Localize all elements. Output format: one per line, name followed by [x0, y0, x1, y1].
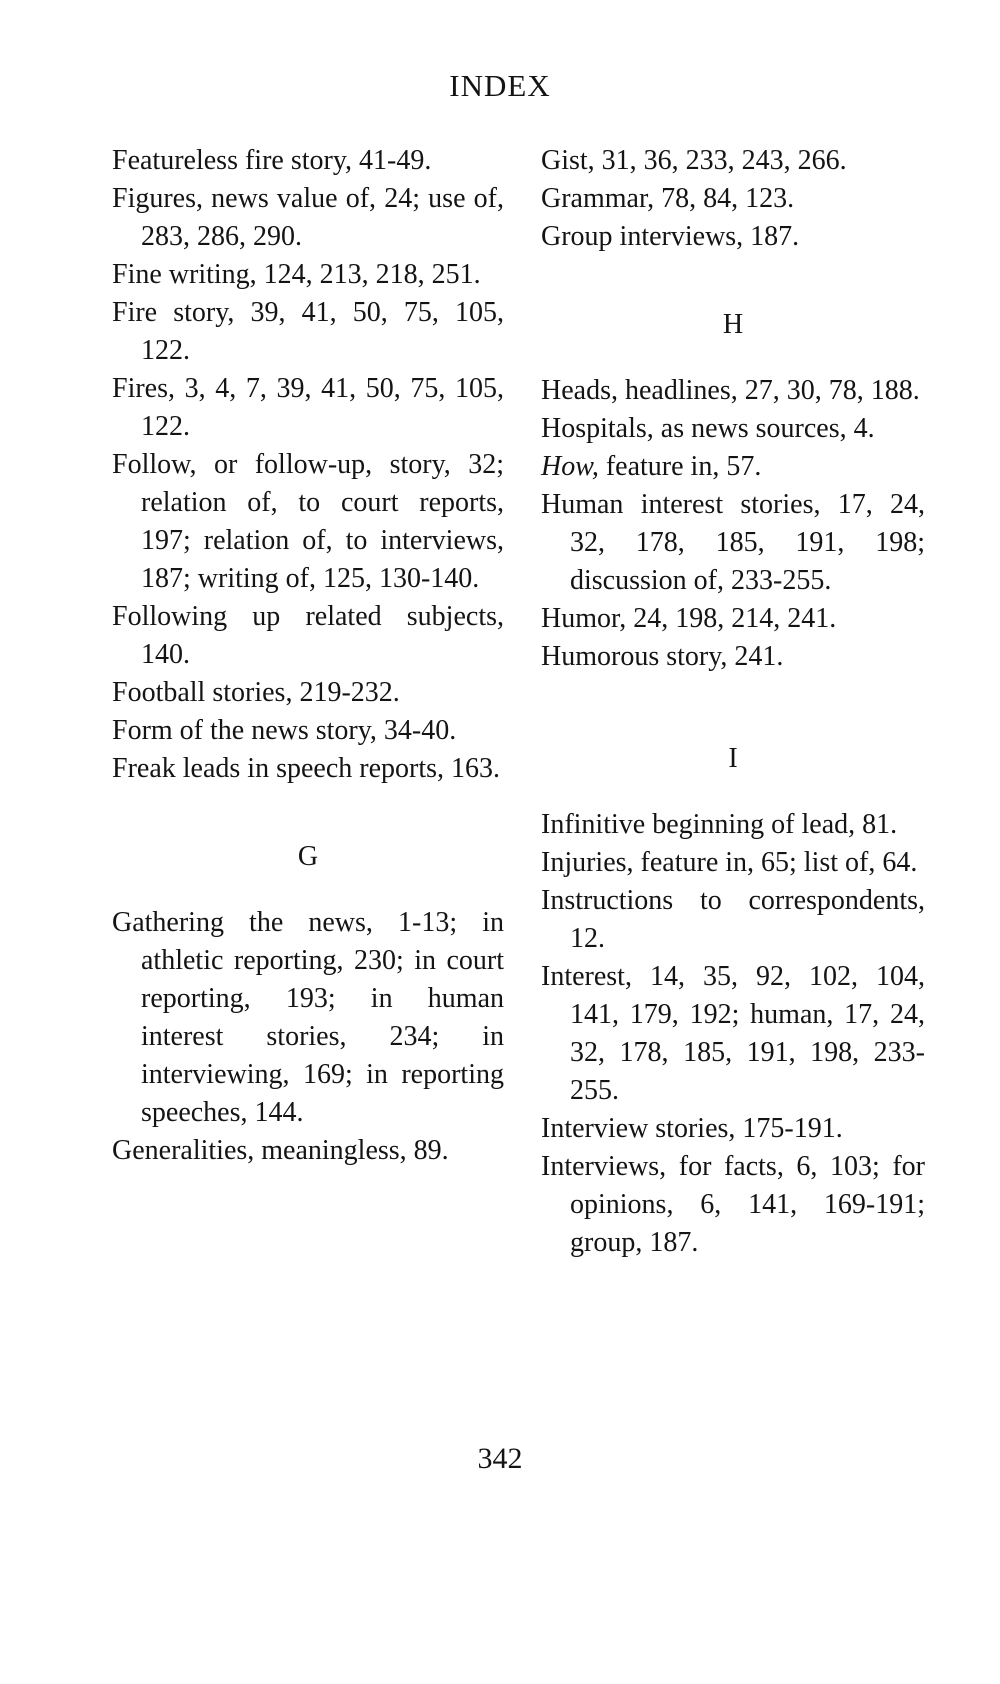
index-entry: Follow, or follow-up, story, 32; relation of, to court reports, 197; relation of, to interviews, 187; writing of, 125, 130-140.: [112, 449, 504, 594]
index-entry: Gist, 31, 36, 233, 243, 266.: [541, 145, 847, 176]
index-entry: Freak leads in speech reports, 163.: [112, 753, 500, 784]
index-entry-how: [541, 448, 925, 486]
index-entry: Instructions to correspondents, 12.: [541, 885, 925, 954]
italic-term: How,: [541, 451, 599, 482]
index-entry: Interview stories, 175-191.: [541, 1113, 843, 1144]
index-entry: Interviews, for facts, 6, 103; for opinions, 6, 141, 169-191; group, 187.: [541, 1151, 925, 1258]
index-entry: Gathering the news, 1-13; in athletic reporting, 230; in court reporting, 193; in human interest stories, 234; in interviewing, 169; in reporting speeches, 144.: [112, 907, 504, 1128]
index-entry: Football stories, 219-232.: [112, 677, 400, 708]
section-heading-g: G: [297, 841, 319, 872]
index-entry: Fires, 3, 4, 7, 39, 41, 50, 75, 105, 122.: [112, 373, 504, 442]
index-entry: Humor, 24, 198, 214, 241.: [541, 603, 837, 634]
entry-text: feature in, 57.: [598, 451, 762, 482]
index-entry: Following up related subjects, 140.: [112, 601, 504, 670]
index-column-right: [541, 142, 925, 1262]
page-title: INDEX: [449, 68, 551, 103]
index-entry: Form of the news story, 34-40.: [112, 715, 457, 746]
index-entry: Featureless fire story, 41-49.: [112, 145, 432, 176]
page-number: 342: [477, 1442, 523, 1475]
section-heading-h: H: [722, 309, 744, 340]
index-entry: Heads, headlines, 27, 30, 78, 188.: [541, 375, 920, 406]
index-entry: Generalities, meaningless, 89.: [112, 1135, 449, 1166]
section-heading-i: I: [728, 743, 738, 774]
index-entry: Interest, 14, 35, 92, 102, 104, 141, 179, 192; human, 17, 24, 32, 178, 185, 191, 198, 233-255.: [541, 961, 925, 1106]
index-entry: Humorous story, 241.: [541, 641, 784, 672]
index-entry: Fine writing, 124, 213, 218, 251.: [112, 259, 481, 290]
index-entry: Human interest stories, 17, 24, 32, 178, 185, 191, 198; discussion of, 233-255.: [541, 489, 925, 596]
index-entry: Infinitive beginning of lead, 81.: [541, 809, 898, 840]
index-column-left: [112, 142, 504, 1170]
index-entry: Injuries, feature in, 65; list of, 64.: [541, 847, 918, 878]
index-entry: Fire story, 39, 41, 50, 75, 105, 122.: [112, 297, 504, 366]
index-entry: Figures, news value of, 24; use of, 283, 286, 290.: [112, 183, 504, 252]
index-entry: Grammar, 78, 84, 123.: [541, 183, 795, 214]
index-entry: Group interviews, 187.: [541, 221, 800, 252]
index-entry: Hospitals, as news sources, 4.: [541, 413, 875, 444]
